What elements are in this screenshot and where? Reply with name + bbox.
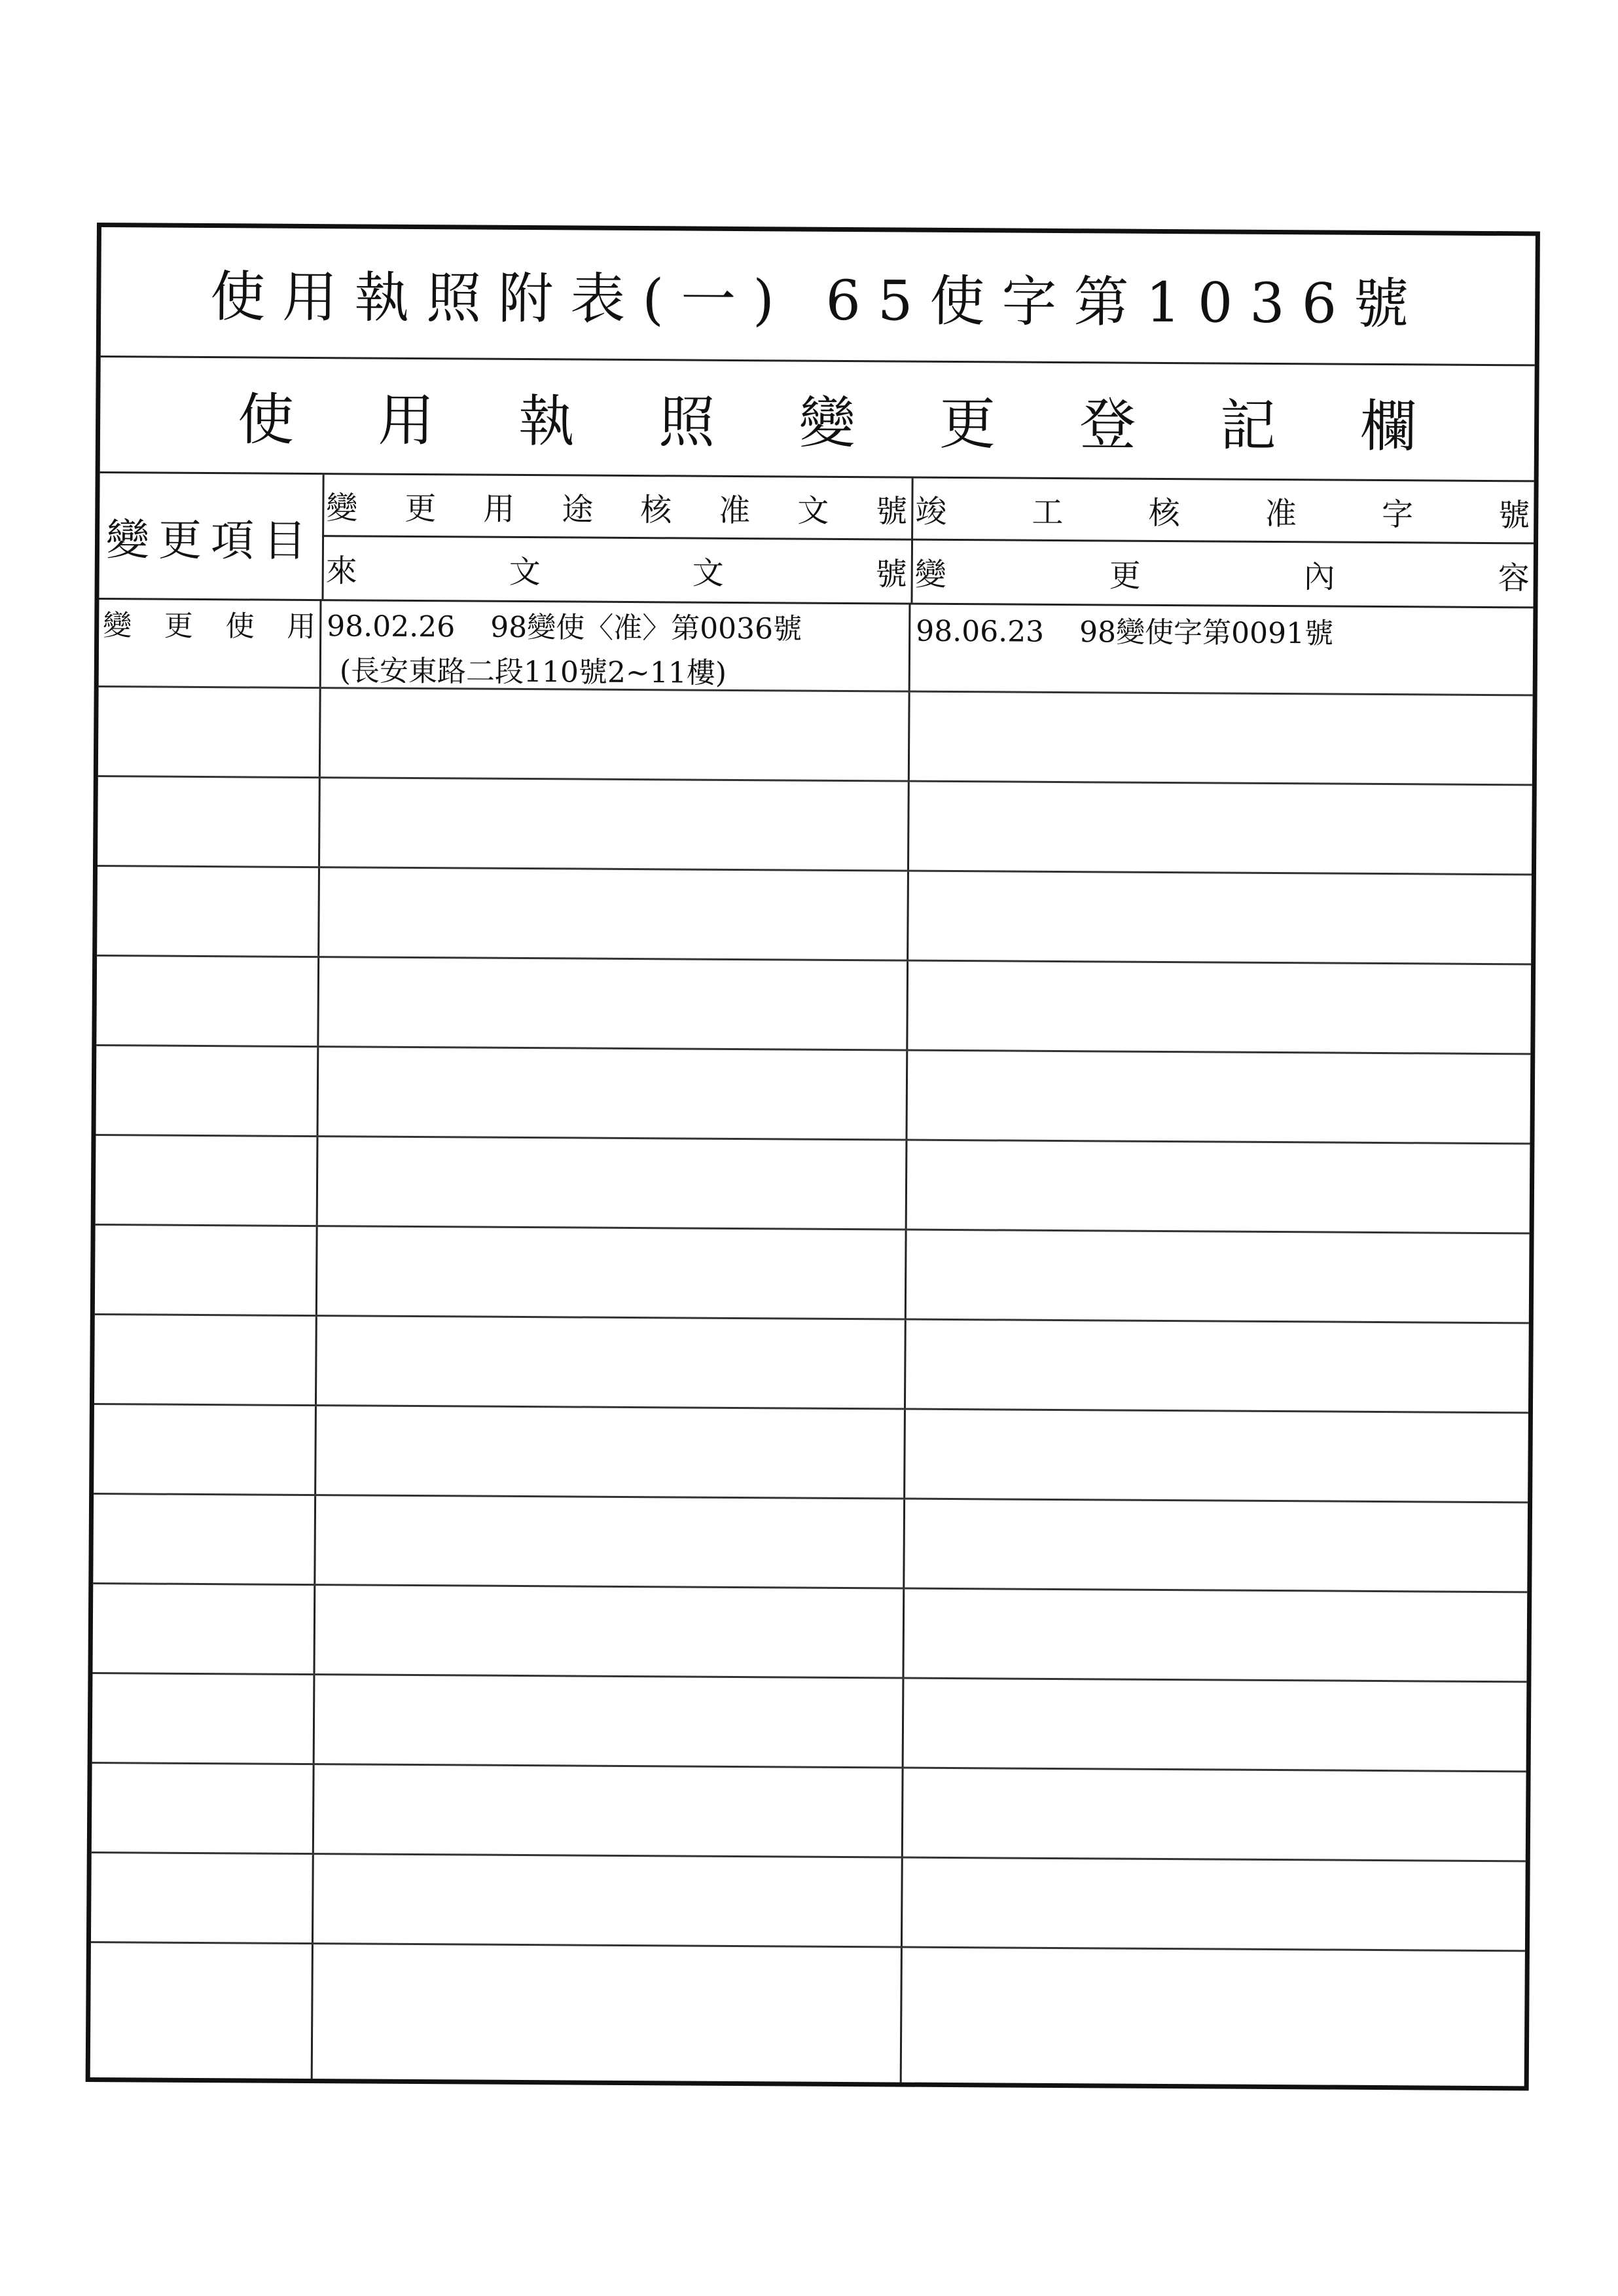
table-header bbox=[99, 473, 1534, 608]
entry-done-date: 98.06.23 bbox=[916, 614, 1045, 649]
empty-cell bbox=[905, 1410, 1528, 1502]
entry-completion-cell bbox=[910, 603, 1534, 695]
empty-cell bbox=[318, 1048, 908, 1139]
item-char: 用 bbox=[287, 610, 316, 644]
empty-cell bbox=[907, 1141, 1530, 1233]
empty-cell bbox=[320, 778, 910, 869]
registration-form bbox=[86, 223, 1540, 2090]
empty-cell bbox=[98, 687, 321, 776]
empty-cell bbox=[96, 957, 319, 1046]
header-char: 變 bbox=[914, 556, 946, 593]
table-row bbox=[91, 1853, 1526, 1952]
item-char: 變 bbox=[103, 609, 132, 643]
empty-cell bbox=[96, 1046, 319, 1135]
form-title: 使用執照附表(一) 65使字第1036號 bbox=[101, 227, 1536, 366]
empty-cell bbox=[905, 1500, 1528, 1592]
subtitle-char: 欄 bbox=[1359, 393, 1417, 460]
empty-cell bbox=[315, 1586, 905, 1677]
header-completion-approval-no bbox=[911, 479, 1534, 545]
empty-cell bbox=[904, 1679, 1527, 1771]
empty-cell bbox=[95, 1226, 318, 1315]
table-row bbox=[92, 1584, 1527, 1683]
empty-cell bbox=[317, 1317, 907, 1408]
empty-cell bbox=[314, 1765, 904, 1856]
empty-cell bbox=[903, 1769, 1526, 1861]
entry-document-cell bbox=[321, 599, 911, 690]
item-char: 使 bbox=[225, 610, 255, 644]
empty-cell bbox=[97, 867, 320, 956]
empty-cell bbox=[96, 1136, 319, 1225]
subtitle-char: 變 bbox=[799, 390, 855, 456]
subtitle-char: 使 bbox=[237, 386, 295, 453]
entry-done-number: 98變使字第0091號 bbox=[1079, 615, 1334, 651]
subtitle-char: 照 bbox=[658, 389, 715, 456]
header-char: 核 bbox=[1148, 494, 1180, 532]
empty-cell bbox=[908, 962, 1531, 1053]
header-char: 途 bbox=[562, 490, 594, 528]
header-char: 內 bbox=[1303, 558, 1335, 596]
header-change-content bbox=[910, 541, 1534, 607]
table-row bbox=[98, 777, 1532, 875]
empty-cell bbox=[319, 868, 909, 959]
header-incoming-doc-no bbox=[321, 537, 911, 602]
header-char: 核 bbox=[640, 491, 672, 528]
entry-doc-note: (長安東路二段110號2~11樓) bbox=[339, 654, 727, 690]
subtitle-char: 執 bbox=[518, 388, 575, 454]
table-row bbox=[92, 1674, 1527, 1772]
empty-cell bbox=[904, 1590, 1527, 1681]
header-completion-column bbox=[910, 479, 1534, 607]
empty-cell bbox=[316, 1406, 906, 1497]
table-row bbox=[97, 867, 1532, 965]
empty-cell bbox=[91, 1853, 314, 1942]
header-char: 容 bbox=[1498, 560, 1530, 597]
table-row bbox=[96, 1046, 1530, 1144]
header-char: 字 bbox=[1381, 496, 1414, 533]
subtitle-char: 記 bbox=[1219, 392, 1277, 459]
empty-cell bbox=[98, 777, 321, 866]
empty-cell bbox=[910, 693, 1533, 784]
table-row bbox=[94, 1405, 1528, 1503]
table-row bbox=[96, 957, 1531, 1055]
form-subtitle bbox=[100, 355, 1535, 482]
empty-cell bbox=[313, 1944, 903, 2083]
table-row bbox=[94, 1315, 1529, 1413]
empty-cell bbox=[909, 782, 1532, 874]
empty-cell bbox=[94, 1405, 317, 1494]
header-char: 更 bbox=[1109, 557, 1141, 594]
header-char: 工 bbox=[1032, 494, 1064, 531]
header-char: 號 bbox=[875, 556, 907, 593]
table-row bbox=[93, 1495, 1528, 1593]
empty-cell bbox=[906, 1321, 1529, 1412]
empty-cell bbox=[92, 1764, 315, 1853]
empty-cell bbox=[94, 1315, 317, 1404]
table-body bbox=[90, 598, 1534, 2086]
header-char: 文 bbox=[692, 555, 724, 592]
header-char: 來 bbox=[325, 553, 357, 590]
item-char: 更 bbox=[164, 609, 194, 643]
header-document-column bbox=[321, 475, 913, 603]
header-char: 號 bbox=[876, 492, 908, 530]
empty-cell bbox=[317, 1227, 907, 1318]
empty-cell bbox=[907, 1051, 1530, 1143]
empty-cell bbox=[321, 689, 910, 780]
entry-item-cell bbox=[99, 598, 322, 687]
empty-cell bbox=[903, 1859, 1526, 1950]
empty-cell bbox=[315, 1496, 905, 1587]
empty-cell bbox=[315, 1675, 905, 1766]
empty-cell bbox=[314, 1855, 903, 1946]
empty-cell bbox=[902, 1948, 1525, 2087]
header-char: 更 bbox=[404, 490, 437, 527]
header-char: 文 bbox=[509, 553, 541, 591]
empty-cell bbox=[92, 1584, 315, 1673]
table-row bbox=[90, 1943, 1525, 2086]
header-approval-doc-no bbox=[322, 475, 912, 540]
header-char: 號 bbox=[1498, 496, 1530, 534]
entry-doc-number: 98變使〈准〉第0036號 bbox=[490, 610, 802, 646]
header-char: 文 bbox=[797, 492, 829, 530]
table-row bbox=[92, 1764, 1526, 1862]
header-char: 竣 bbox=[915, 493, 947, 530]
subtitle-char: 登 bbox=[1079, 392, 1136, 458]
table-row bbox=[98, 687, 1533, 786]
header-change-item: 變更項目 bbox=[99, 473, 324, 599]
header-char: 變 bbox=[326, 489, 358, 526]
header-char: 用 bbox=[483, 490, 515, 528]
entry-doc-date: 98.02.26 bbox=[327, 610, 456, 644]
empty-cell bbox=[93, 1495, 316, 1584]
empty-cell bbox=[90, 1943, 314, 2079]
empty-cell bbox=[907, 1231, 1530, 1322]
empty-cell bbox=[318, 1137, 908, 1228]
empty-cell bbox=[92, 1674, 315, 1763]
header-char: 准 bbox=[1265, 495, 1297, 532]
subtitle-char: 更 bbox=[939, 391, 996, 457]
empty-cell bbox=[908, 872, 1532, 964]
empty-cell bbox=[319, 958, 908, 1049]
table-row bbox=[95, 1226, 1530, 1324]
table-row bbox=[96, 1136, 1530, 1234]
table-row bbox=[99, 598, 1534, 696]
subtitle-char: 用 bbox=[378, 388, 435, 454]
header-char: 准 bbox=[719, 492, 751, 529]
